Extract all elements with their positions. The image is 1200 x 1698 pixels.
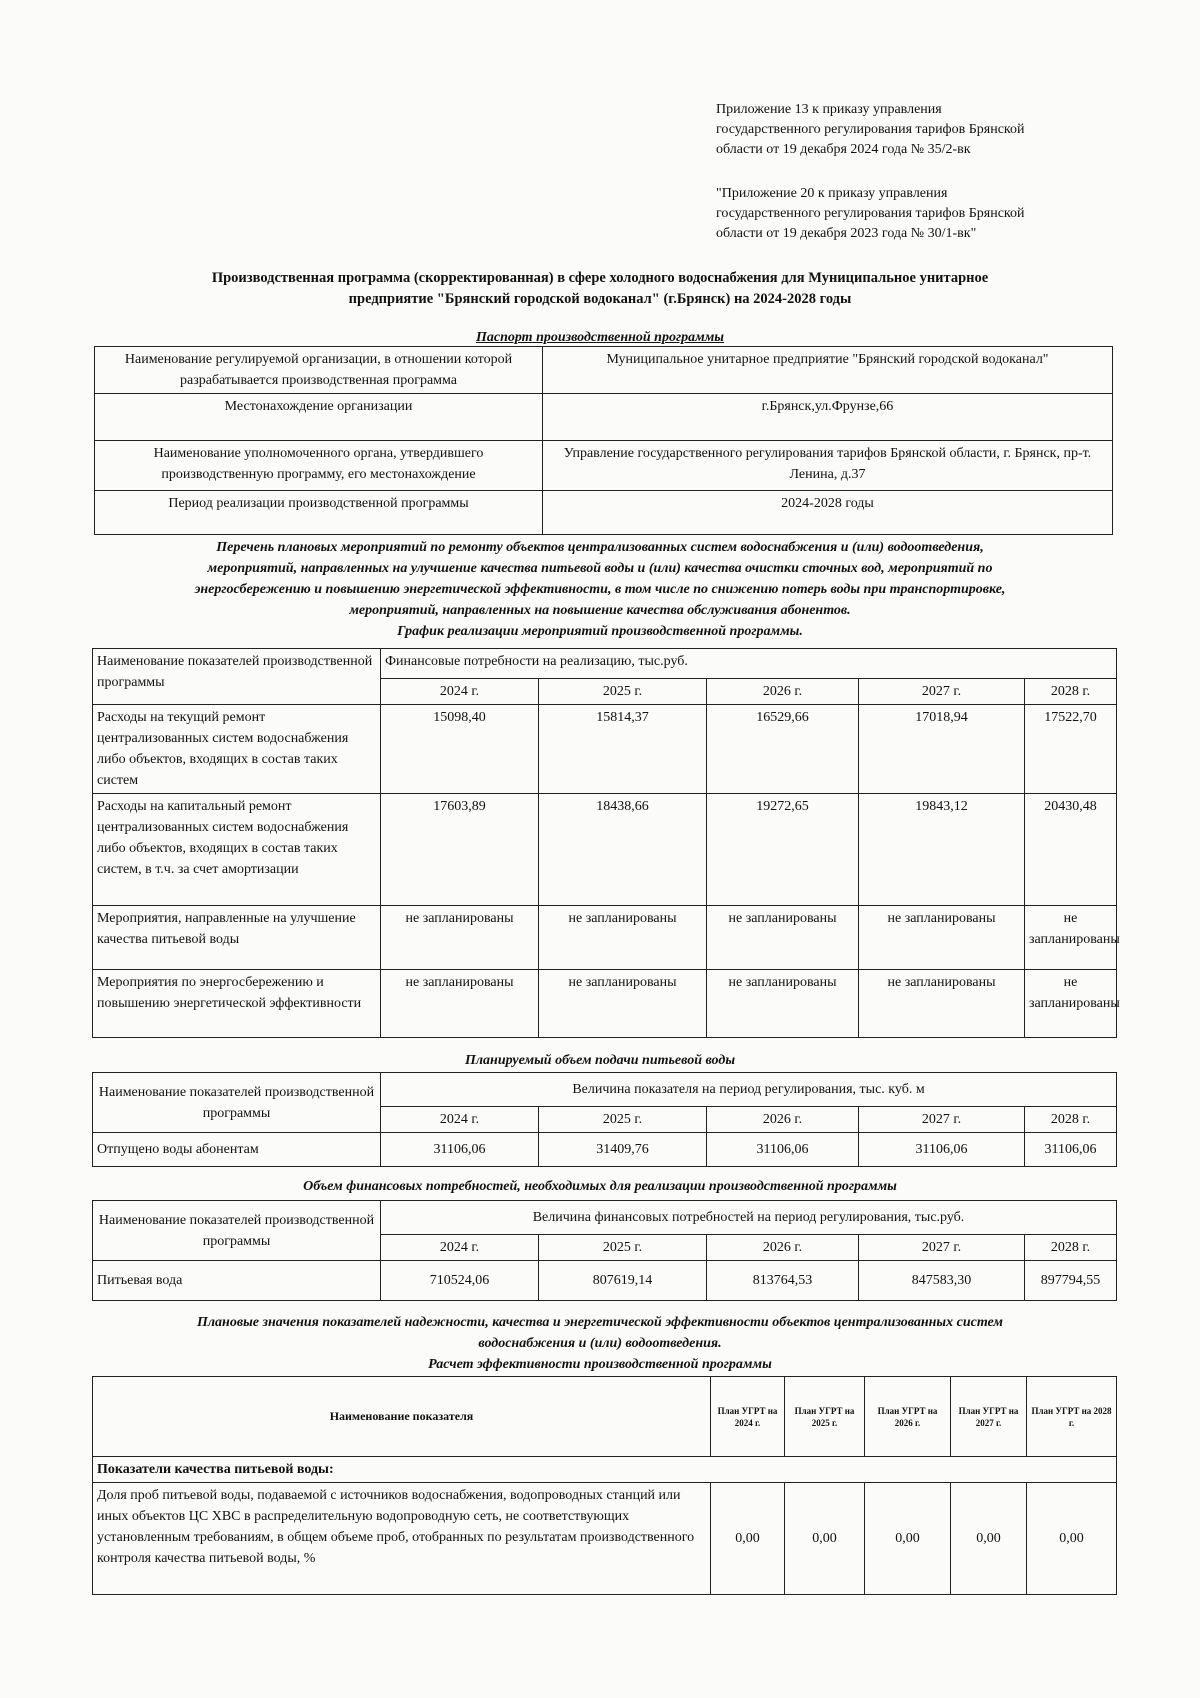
year-header: 2025 г. — [539, 1235, 707, 1261]
supply-caption: Планируемый объем подачи питьевой воды — [464, 1053, 736, 1068]
reliability-caption: Плановые значения показателей надежности, качества и энергетической эффективности объектов централизованных систем водоснабжения и (или) водоотведения. Расчет эффективности производственной программы — [196, 1315, 1004, 1372]
passport-value: Управление государственного регулирования тарифов Брянской области, г. Брянск, пр-т. Ленина, д.37 — [543, 441, 1113, 491]
value-cell: не запланированы — [1025, 970, 1117, 1038]
passport-value: 2024-2028 годы — [543, 491, 1113, 535]
row-label: Расходы на капитальный ремонт централизованных систем водоснабжения либо объектов, входящих в состав таких систем, в т.ч. за счет амортизации — [93, 794, 381, 906]
year-header: 2027 г. — [859, 679, 1025, 705]
year-header: 2024 г. — [381, 1107, 539, 1133]
year-header: 2028 г. — [1025, 679, 1117, 705]
table-row — [93, 794, 1117, 906]
value-cell: 15814,37 — [539, 705, 707, 794]
table-row — [93, 970, 1117, 1038]
table-row — [95, 491, 1113, 535]
row-label: Мероприятия по энергосбережению и повышению энергетической эффективности — [93, 970, 381, 1038]
program-title: Производственная программа (скорректированная) в сфере холодного водоснабжения для Муниципальное унитарное предприятие "Брянский городской водоканал" (г.Брянск) на 2024-2028 годы — [211, 270, 989, 307]
row-label: Питьевая вода — [93, 1261, 381, 1301]
row-label: Отпущено воды абонентам — [93, 1133, 381, 1167]
row-label: Доля проб питьевой воды, подаваемой с источников водоснабжения, водопроводных станций или иных объектов ЦС ХВС в распределительную водопроводную сеть, не соответствующих установленным требованиям, в общем объеме проб, отобранных по результатам производственного контроля качества питьевой воды, % — [93, 1483, 711, 1595]
value-cell: не запланированы — [707, 906, 859, 970]
value-cell: не запланированы — [381, 906, 539, 970]
year-header: 2024 г. — [381, 1235, 539, 1261]
header-group: Финансовые потребности на реализацию, тыс.руб. — [381, 649, 1117, 679]
passport-label: Наименование уполномоченного органа, утвердившего производственную программу, его местонахождение — [95, 441, 543, 491]
value-cell: 17522,70 — [1025, 705, 1117, 794]
appendix-note-2024: Приложение 13 к приказу управления государственного регулирования тарифов Брянской области от 19 декабря 2024 года № 35/2-вк — [716, 102, 1025, 157]
value-cell: 0,00 — [951, 1483, 1027, 1595]
year-header: 2026 г. — [707, 1235, 859, 1261]
value-cell: не запланированы — [381, 970, 539, 1038]
value-cell: не запланированы — [539, 906, 707, 970]
value-cell: 0,00 — [865, 1483, 951, 1595]
measures-caption: Перечень плановых мероприятий по ремонту объектов централизованных систем водоснабжения и (или) водоотведения, мероприятий, направленных на улучшение качества питьевой воды и (или) качества очистки сточных вод, мероприятий по энергосбережению и повышению энергетической эффективности, в том числе по снижению потерь воды при транспортировке, мероприятий, направленных на повышение качества обслуживания абонентов. График реализации мероприятий производственной программы. — [194, 540, 1006, 639]
value-cell: 31106,06 — [707, 1133, 859, 1167]
table-row — [93, 1073, 1117, 1107]
value-cell: не запланированы — [707, 970, 859, 1038]
value-cell: 15098,40 — [381, 705, 539, 794]
year-header: 2027 г. — [859, 1107, 1025, 1133]
value-cell: 31106,06 — [1025, 1133, 1117, 1167]
finance-table — [92, 1200, 1117, 1301]
table-row — [93, 649, 1117, 679]
year-header: 2025 г. — [539, 1107, 707, 1133]
value-cell: 0,00 — [785, 1483, 865, 1595]
table-row — [95, 394, 1113, 441]
value-cell: 19272,65 — [707, 794, 859, 906]
year-header: 2026 г. — [707, 679, 859, 705]
value-cell: 31409,76 — [539, 1133, 707, 1167]
section-label: Показатели качества питьевой воды: — [93, 1457, 1117, 1483]
plan-header: План УГРТ на 2028 г. — [1027, 1377, 1117, 1457]
passport-value: Муниципальное унитарное предприятие "Брянский городской водоканал" — [543, 347, 1113, 394]
year-header: 2027 г. — [859, 1235, 1025, 1261]
passport-label: Местонахождение организации — [95, 394, 543, 441]
value-cell: 0,00 — [711, 1483, 785, 1595]
header-label: Наименование показателей производственной программы — [93, 1073, 381, 1133]
value-cell: 0,00 — [1027, 1483, 1117, 1595]
table-row — [93, 1377, 1117, 1457]
plan-header: План УГРТ на 2027 г. — [951, 1377, 1027, 1457]
table-row — [93, 1483, 1117, 1595]
table-row — [93, 1133, 1117, 1167]
value-cell: 17018,94 — [859, 705, 1025, 794]
year-header: 2025 г. — [539, 679, 707, 705]
table-row — [93, 1457, 1117, 1483]
value-cell: не запланированы — [859, 906, 1025, 970]
header-label: Наименование показателей производственной программы — [93, 649, 381, 705]
table-row — [93, 906, 1117, 970]
value-cell: 710524,06 — [381, 1261, 539, 1301]
finance-caption: Объем финансовых потребностей, необходимых для реализации производственной программы — [303, 1179, 897, 1194]
value-cell: не запланированы — [859, 970, 1025, 1038]
row-label: Мероприятия, направленные на улучшение качества питьевой воды — [93, 906, 381, 970]
table-row — [93, 1261, 1117, 1301]
supply-table — [92, 1072, 1117, 1167]
value-cell: 897794,55 — [1025, 1261, 1117, 1301]
measures-table — [92, 648, 1120, 1038]
value-cell: 31106,06 — [859, 1133, 1025, 1167]
value-cell: 17603,89 — [381, 794, 539, 906]
value-cell: не запланированы — [539, 970, 707, 1038]
year-header: 2028 г. — [1025, 1235, 1117, 1261]
table-row — [93, 705, 1117, 794]
table-row — [93, 1201, 1117, 1235]
header-label: Наименование показателей производственной программы — [93, 1201, 381, 1261]
value-cell: 813764,53 — [707, 1261, 859, 1301]
value-cell: 807619,14 — [539, 1261, 707, 1301]
row-label: Расходы на текущий ремонт централизованных систем водоснабжения либо объектов, входящих в состав таких систем — [93, 705, 381, 794]
value-cell: 19843,12 — [859, 794, 1025, 906]
reliability-table — [92, 1376, 1117, 1595]
plan-header: План УГРТ на 2024 г. — [711, 1377, 785, 1457]
plan-header: План УГРТ на 2025 г. — [785, 1377, 865, 1457]
value-cell: 20430,48 — [1025, 794, 1117, 906]
passport-caption: Паспорт производственной программы — [475, 330, 725, 345]
value-cell: 18438,66 — [539, 794, 707, 906]
year-header: 2028 г. — [1025, 1107, 1117, 1133]
passport-label: Наименование регулируемой организации, в отношении которой разрабатывается производственная программа — [95, 347, 543, 394]
header-group: Величина показателя на период регулирования, тыс. куб. м — [381, 1073, 1117, 1107]
table-row — [95, 347, 1113, 394]
value-cell: 31106,06 — [381, 1133, 539, 1167]
year-header: 2026 г. — [707, 1107, 859, 1133]
appendix-note-2023: "Приложение 20 к приказу управления государственного регулирования тарифов Брянской области от 19 декабря 2023 года № 30/1-вк" — [716, 186, 1025, 241]
header-label: Наименование показателя — [93, 1377, 711, 1457]
passport-value: г.Брянск,ул.Фрунзе,66 — [543, 394, 1113, 441]
value-cell: 16529,66 — [707, 705, 859, 794]
passport-label: Период реализации производственной программы — [95, 491, 543, 535]
value-cell: не запланированы — [1025, 906, 1117, 970]
value-cell: 847583,30 — [859, 1261, 1025, 1301]
header-group: Величина финансовых потребностей на период регулирования, тыс.руб. — [381, 1201, 1117, 1235]
passport-table — [94, 346, 1113, 535]
plan-header: План УГРТ на 2026 г. — [865, 1377, 951, 1457]
year-header: 2024 г. — [381, 679, 539, 705]
table-row — [95, 441, 1113, 491]
